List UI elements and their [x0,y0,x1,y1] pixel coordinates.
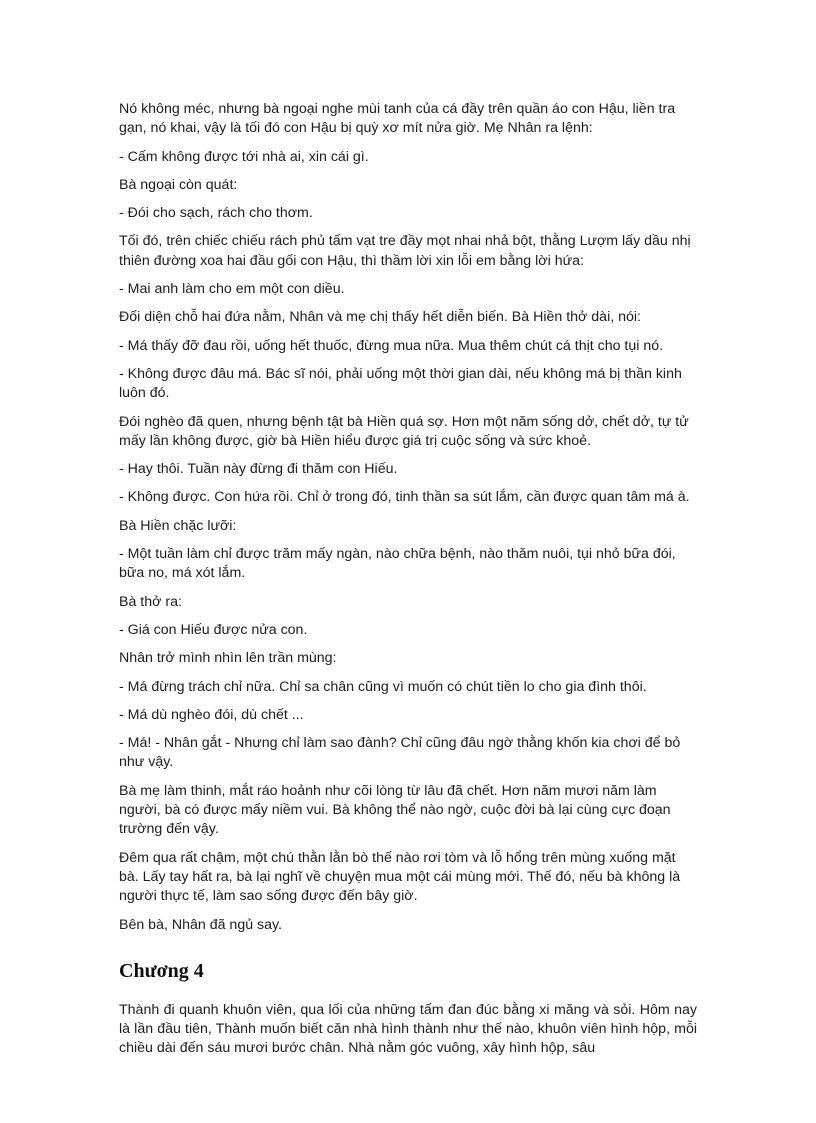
paragraph: Tối đó, trên chiếc chiếu rách phủ tấm vạt tre đầy mọt nhai nhả bột, thằng Lượm lấy dầu nhị thiên đường xoa hai đầu gối con Hậu, thì thầm lời xin lỗi em bằng lời hứa: [119,233,691,269]
paragraph: - Không được đâu má. Bác sĩ nói, phải uống một thời gian dài, nếu không má bị thần kinh luôn đó. [119,365,682,402]
paragraph: Nhân trở mình nhìn lên trần mùng: [119,650,337,667]
paragraph: Bà ngoại còn quát: [119,176,238,193]
paragraph: - Hay thôi. Tuần này đừng đi thăm con Hiếu. [119,461,398,478]
paragraph: - Má đừng trách chỉ nữa. Chỉ sa chân cũng vì muốn có chút tiền lo cho gia đình thôi. [119,678,647,695]
paragraph: - Má! - Nhân gắt - Nhưng chỉ làm sao đành? Chỉ cũng đâu ngờ thằng khốn kia chơi để bỏ như vậy. [119,735,681,771]
paragraph: - Má dù nghèo đói, dù chết ... [119,706,304,723]
text-body-after [119,1001,697,1059]
paragraph: - Cấm không được tới nhà ai, xin cái gì. [119,148,369,165]
paragraph: Bà thở ra: [119,593,182,610]
paragraph: Bà Hiền chặc lưỡi: [119,517,237,534]
paragraph: Đói nghèo đã quen, nhưng bệnh tật bà Hiền quá sợ. Hơn một năm sống dở, chết dở, tự tử mấy lần không được, giờ bà Hiền hiểu được giá trị cuộc sống và sức khoẻ. [119,413,689,449]
paragraph: - Má thấy đỡ đau rồi, uống hết thuốc, đừng mua nữa. Mua thêm chút cá thịt cho tụi nó. [119,337,664,354]
paragraph: - Giá con Hiếu được nửa con. [119,621,308,638]
document-page [119,100,697,1068]
paragraph: Nó không méc, nhưng bà ngoại nghe mùi tanh của cá đầy trên quần áo con Hậu, liền tra gạn, nó khai, vậy là tối đó con Hậu bị quỳ xơ mít nửa giờ. Mẹ Nhân ra lệnh: [119,101,676,137]
paragraph: Đêm qua rất chậm, một chú thằn lằn bò thế nào rơi tòm và lỗ hổng trên mùng xuống mặt bà. Lấy tay hất ra, bà lại nghĩ về chuyện mua một cái mùng mới. Thế đó, nếu bà không là người thực tế, làm sao sống được đến bây giờ. [119,849,681,905]
paragraph: - Không được. Con hứa rồi. Chỉ ở trong đó, tinh thần sa sút lắm, cần được quan tâm má à. [119,489,690,506]
paragraph: - Mai anh làm cho em một con diều. [119,281,345,298]
paragraph: - Một tuần làm chỉ được trăm mấy ngàn, nào chữa bệnh, nào thăm nuôi, tụi nhỏ bữa đói, bữa no, má xót lắm. [119,546,676,582]
text-body-before [119,100,697,935]
paragraph: Bà mẹ làm thinh, mắt ráo hoảnh như cõi lòng từ lâu đã chết. Hơn năm mươi năm làm người, bà có được mấy niềm vui. Bà không thể nào ngờ, cuộc đời bà lại cùng cực đoạn trường đến vậy. [119,782,671,838]
paragraph: Thành đi quanh khuôn viên, qua lối của những tấm đan đúc bằng xi măng và sỏi. Hôm nay là lần đầu tiên, Thành muốn biết căn nhà hình thành như thế nào, khuôn viên hình hộp, mỗi chiều dài đến sáu mươi bước chân. Nhà nằm góc vuông, xây hình hộp, sâu [119,1001,697,1057]
chapter-heading: Chương 4 [119,959,204,982]
paragraph: Bên bà, Nhân đã ngủ say. [119,916,283,933]
paragraph: Đối diện chỗ hai đứa nằm, Nhân và mẹ chị thấy hết diễn biến. Bà Hiền thở dài, nói: [119,309,641,326]
paragraph: - Đói cho sạch, rách cho thơm. [119,205,313,222]
